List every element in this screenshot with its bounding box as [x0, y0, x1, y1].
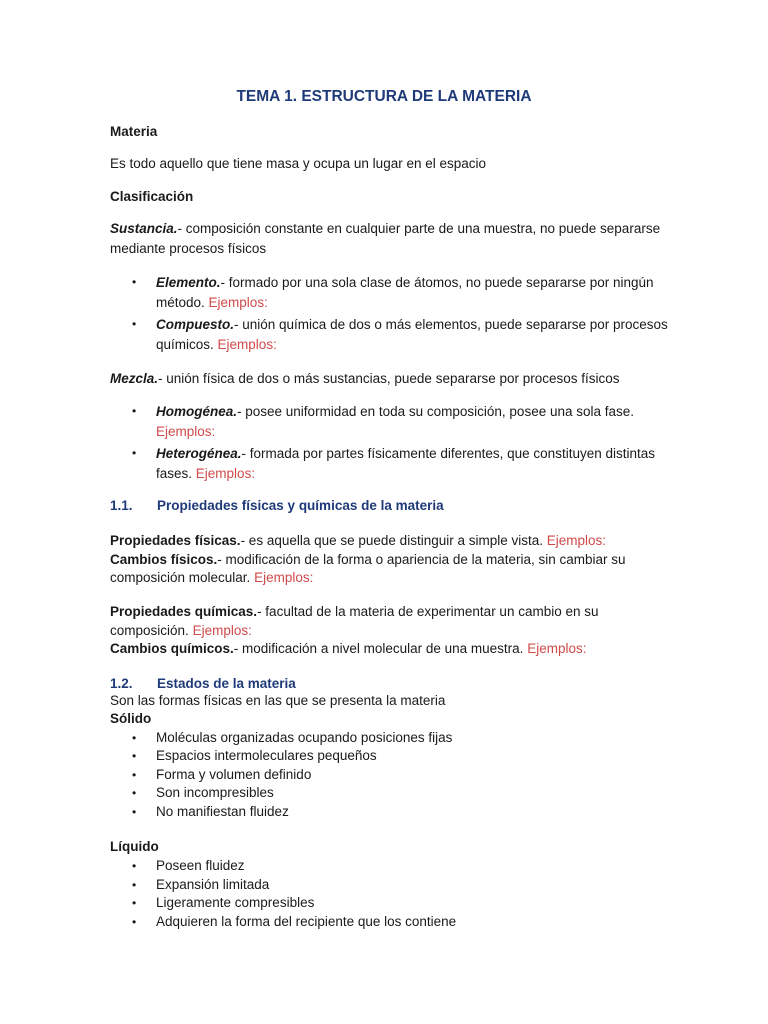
heterogenea-text: - formada por partes físicamente diferentes, que constituyen distintas fases. — [156, 446, 655, 481]
mezcla-text: - unión física de dos o más sustancias, puede separarse por procesos físicos — [158, 371, 620, 386]
bullet-icon: • — [132, 786, 137, 800]
list-item — [132, 315, 672, 354]
liquido-label: Líquido — [110, 839, 159, 854]
section-number: 1.2. — [110, 676, 133, 691]
bullet-icon: • — [132, 731, 137, 745]
example-label: Ejemplos: — [254, 570, 314, 585]
example-label: Ejemplos: — [527, 641, 587, 656]
materia-definition: Es todo aquello que tiene masa y ocupa un lugar en el espacio — [110, 156, 487, 171]
sustancia-text: - composición constante en cualquier parte de una muestra, no puede separarse mediante procesos físicos — [110, 221, 661, 256]
list-item — [132, 784, 652, 803]
example-label: Ejemplos: — [192, 622, 252, 638]
compuesto-text: - unión química de dos o más elementos, puede separarse por procesos químicos. — [156, 317, 668, 352]
list-item — [132, 747, 652, 766]
solido-label: Sólido — [110, 711, 152, 726]
bullet-icon: • — [132, 915, 137, 929]
liquido-item: Poseen fluidez — [156, 858, 245, 873]
example-label: Ejemplos: — [195, 465, 256, 481]
bullet-icon: • — [132, 404, 137, 418]
physical-properties-block — [110, 532, 670, 588]
section-heading-1-2 — [110, 675, 296, 694]
list-item — [132, 894, 652, 913]
liquido-item: Expansión limitada — [156, 877, 270, 892]
list-item — [132, 729, 652, 748]
solido-item: Son incompresibles — [156, 785, 274, 800]
cambios-fisicos-text: - modificación de la forma o apariencia de la materia, sin cambiar su composición molecular. — [110, 551, 626, 585]
list-item — [132, 766, 652, 785]
elemento-term: Elemento. — [156, 275, 221, 290]
section-number: 1.1. — [110, 498, 133, 513]
homogenea-term: Homogénea. — [156, 404, 238, 419]
chemical-properties-block — [110, 603, 670, 659]
prop-quimicas-text: - facultad de la materia de experimentar un cambio en su composición. — [110, 604, 599, 638]
homogenea-text: - posee uniformidad en toda su composición, posee una sola fase. — [237, 404, 635, 419]
prop-fisicas-text: - es aquella que se puede distinguir a simple vista. — [240, 533, 543, 548]
list-item — [132, 857, 652, 876]
list-item — [132, 273, 672, 312]
example-label: Ejemplos: — [208, 294, 268, 310]
cambios-quimicos-text: - modificación a nivel molecular de una muestra. — [233, 641, 524, 656]
bullet-icon: • — [132, 768, 137, 782]
list-item — [132, 402, 672, 441]
estados-intro: Son las formas físicas en las que se presenta la materia — [110, 693, 446, 708]
list-item — [132, 444, 672, 483]
mezcla-paragraph — [110, 369, 670, 389]
section-heading-1-1 — [110, 496, 444, 516]
example-label: Ejemplos: — [546, 533, 607, 548]
compuesto-term: Compuesto. — [156, 317, 235, 332]
mezcla-term: Mezcla. — [110, 371, 159, 386]
bullet-icon: • — [132, 859, 137, 873]
list-item — [132, 913, 652, 932]
liquido-item: Ligeramente compresibles — [156, 895, 315, 910]
bullet-icon: • — [132, 805, 137, 819]
bullet-icon: • — [132, 446, 137, 460]
elemento-text: - formado por una sola clase de átomos, no puede separarse por ningún método. — [156, 275, 654, 310]
heterogenea-term: Heterogénea. — [156, 446, 242, 461]
solido-item: Moléculas organizadas ocupando posiciones fijas — [156, 730, 453, 745]
prop-quimicas-term: Propiedades químicas. — [110, 604, 258, 619]
bullet-icon: • — [132, 275, 137, 289]
list-item — [132, 876, 652, 895]
materia-label: Materia — [110, 124, 158, 139]
sustancia-paragraph — [110, 219, 670, 258]
solido-item: Espacios intermoleculares pequeños — [156, 748, 377, 763]
bullet-icon: • — [132, 878, 137, 892]
example-label: Ejemplos: — [156, 423, 216, 439]
bullet-icon: • — [132, 749, 137, 763]
example-label: Ejemplos: — [217, 336, 277, 352]
list-item — [132, 803, 652, 822]
prop-fisicas-term: Propiedades físicas. — [110, 533, 241, 548]
cambios-quimicos-term: Cambios químicos. — [110, 641, 234, 656]
page-title: TEMA 1. ESTRUCTURA DE LA MATERIA — [236, 88, 532, 105]
bullet-icon: • — [132, 896, 137, 910]
bullet-icon: • — [132, 317, 137, 331]
liquido-item: Adquieren la forma del recipiente que los contiene — [156, 914, 457, 929]
sustancia-term: Sustancia. — [110, 221, 178, 236]
cambios-fisicos-term: Cambios físicos. — [110, 551, 218, 567]
section-title: Propiedades físicas y químicas de la materia — [157, 498, 444, 513]
solido-item: Forma y volumen definido — [156, 767, 312, 782]
clasificacion-label: Clasificación — [110, 189, 194, 204]
section-title: Estados de la materia — [157, 676, 296, 691]
solido-item: No manifiestan fluidez — [156, 804, 289, 819]
